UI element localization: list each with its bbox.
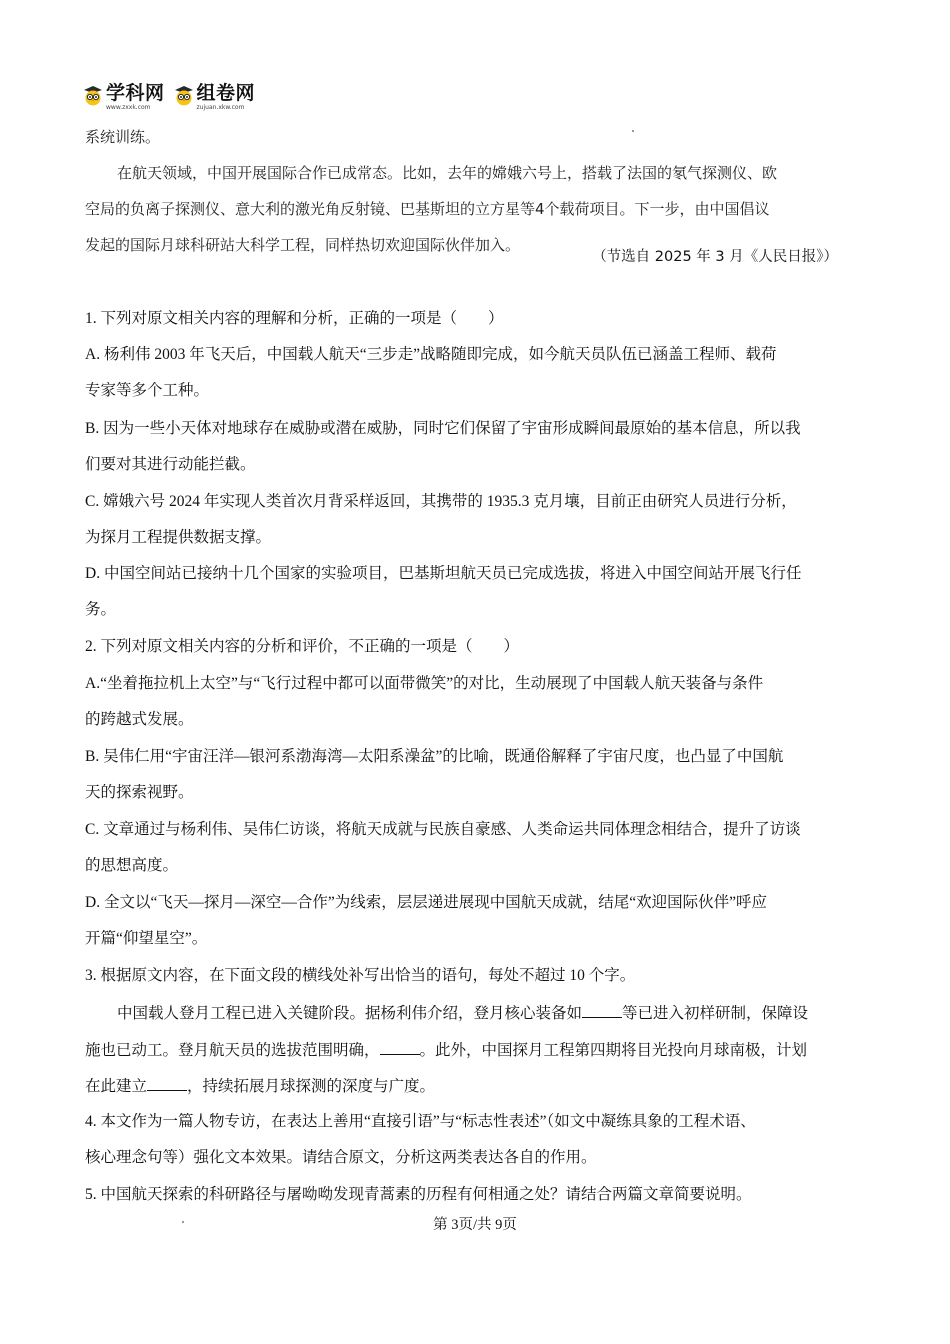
question-3-stem: 3. 根据原文内容，在下面文段的横线处补写出恰当的语句，每处不超过 10 个字。 [85,967,636,984]
fill-in-line [117,1002,808,1024]
option-line: 天的探索视野。 [85,784,194,801]
question-1-stem: 1. 下列对原文相关内容的理解和分析，正确的一项是（ ） [85,310,504,327]
option-line: D. 中国空间站已接纳十几个国家的实验项目，巴基斯坦航天员已完成选拔，将进入中国空间站开展飞行任 [85,565,802,582]
answer-blank-1[interactable] [582,1002,622,1018]
fill-in-line [85,1075,435,1097]
fill-in-line [85,1039,807,1061]
page-number: 第 3页/共 9页 [433,1217,517,1233]
fill-text: 。此外，中国探月工程第四期将目光投向月球南极，计划 [419,1042,808,1059]
zujuan-logo[interactable] [173,82,256,111]
logo-name: 学科网 [106,82,165,104]
question-5-stem: 5. 中国航天探索的科研路径与屠呦呦发现青蒿素的历程有何相通之处？请结合两篇文章简要说明。 [85,1186,752,1203]
option-line: 为探月工程提供数据支撑。 [85,529,272,546]
zxxk-logo[interactable] [82,82,165,111]
fill-text: 在此建立 [85,1078,148,1095]
owl-mascot-icon [173,84,195,106]
fill-text: 施也已动工。登月航天员的选拔范围明确， [85,1042,380,1059]
passage-line: 系统训练。 [85,128,161,146]
owl-mascot-icon [82,84,104,106]
answer-blank-2[interactable] [380,1039,420,1055]
option-line: C. 嫦娥六号 2024 年实现人类首次月背采样返回，其携带的 1935.3 克月壤，目前正由研究人员进行分析， [85,493,797,510]
option-line: D. 全文以“飞天—探月—深空—合作”为线索，层层递进展现中国航天成就，结尾“欢迎国际伙伴”呼应 [85,894,767,911]
option-line: 开篇“仰望星空”。 [85,930,208,947]
option-line: 务。 [85,601,117,618]
source-citation: （节选自 2025 年 3 月《人民日报》） [592,249,838,265]
option-line: 们要对其进行动能拦截。 [85,456,256,473]
answer-blank-3[interactable] [147,1075,187,1091]
fill-text: 等已进入初样研制，保障设 [622,1005,809,1022]
question-4-stem-cont: 核心理念句等）强化文本效果。请结合原文，分析这两类表达各自的作用。 [85,1149,597,1166]
option-line: B. 吴伟仁用“宇宙汪洋—银河系渤海湾—太阳系澡盆”的比喻，既通俗解释了宇宙尺度，也凸显了中国航 [85,748,784,765]
logo-url: zujuan.xkw.com [196,104,245,111]
option-line: 的跨越式发展。 [85,711,194,728]
passage-line: 在航天领域，中国开展国际合作已成常态。比如，去年的嫦娥六号上，搭载了法国的氡气探测仪、欧 [117,164,778,182]
logo-name: 组卷网 [196,82,256,104]
option-line: B. 因为一些小天体对地球存在威胁或潜在威胁，同时它们保留了宇宙形成瞬间最原始的基本信息，所以我 [85,420,801,437]
option-line: C. 文章通过与杨利伟、吴伟仁访谈，将航天成就与民族自豪感、人类命运共同体理念相结合，提升了访谈 [85,821,801,838]
header-logos [82,82,255,111]
option-line: A. 杨利伟 2003 年飞天后，中国载人航天“三步走”战略随即完成，如今航天员队伍已涵盖工程师、载荷 [85,346,777,363]
option-line: 专家等多个工种。 [85,382,210,399]
option-line: A.“坐着拖拉机上太空”与“飞行过程中都可以面带微笑”的对比，生动展现了中国载人航天装备与条件 [85,675,764,692]
option-line: 的思想高度。 [85,857,179,874]
speck [632,130,634,132]
fill-text: 中国载人登月工程已进入关键阶段。据杨利伟介绍，登月核心装备如 [117,1005,583,1022]
passage-line: 发起的国际月球科研站大科学工程，同样热切欢迎国际伙伴加入。 [85,236,521,254]
question-4-stem: 4. 本文作为一篇人物专访，在表达上善用“直接引语”与“标志性表述”（如文中凝练具象的工程术语、 [85,1113,756,1130]
fill-text: ，持续拓展月球探测的深度与广度。 [187,1078,436,1095]
logo-url: www.zxxk.com [106,104,151,111]
question-2-stem: 2. 下列对原文相关内容的分析和评价，不正确的一项是（ ） [85,638,520,655]
passage-line: 空局的负离子探测仪、意大利的激光角反射镜、巴基斯坦的立方星等4个载荷项目。下一步，由中国倡议 [85,200,770,218]
